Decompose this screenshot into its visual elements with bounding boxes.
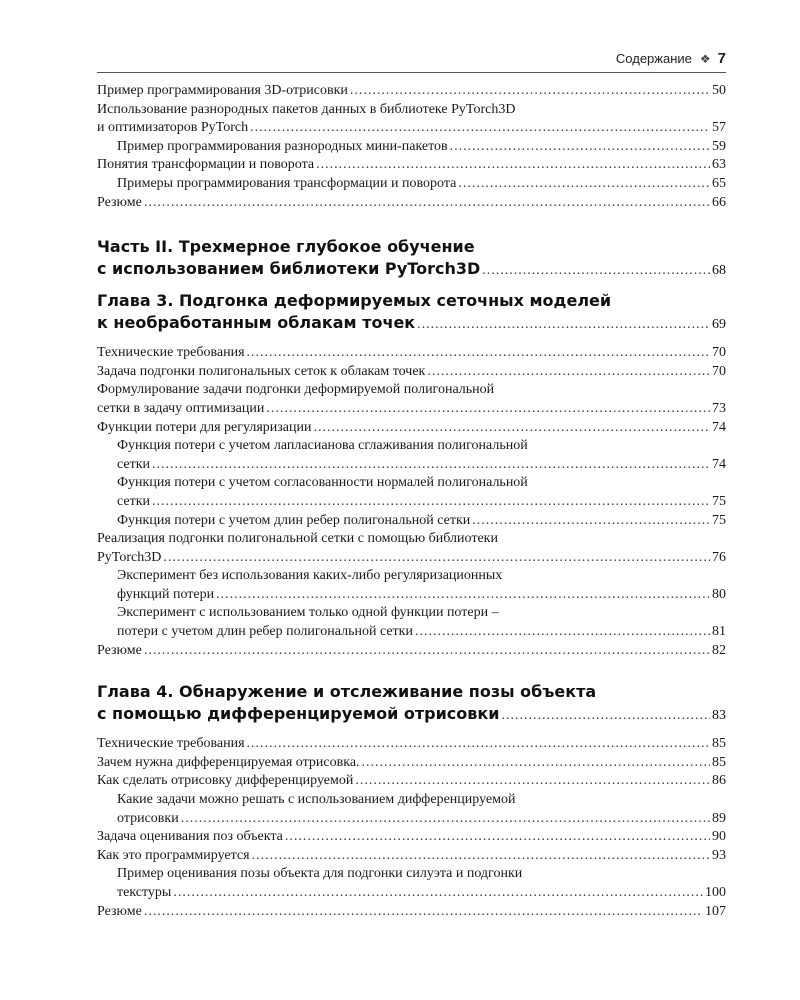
toc-page-number: 73: [712, 400, 726, 416]
toc-page-number: 75: [712, 512, 726, 528]
toc-entry[interactable]: Функции потери для регуляризации ..... 74: [97, 419, 726, 438]
toc-entry[interactable]: Технические требования ..... 70: [97, 344, 726, 363]
toc-entry[interactable]: Резюме ..... 82: [97, 642, 726, 661]
toc-entry[interactable]: Какие задачи можно решать с использованием дифференцируемой отрисовки ..... 89: [97, 791, 726, 828]
header-rule: [97, 72, 726, 73]
toc-page-number: 93: [712, 847, 726, 863]
toc-entry[interactable]: Понятия трансформации и поворота ..... 63: [97, 156, 726, 175]
toc-entry[interactable]: Реализация подгонки полигональной сетки с помощью библиотеки PyTorch3D ..... 76: [97, 530, 726, 567]
part-heading[interactable]: Часть II. Трехмерное глубокое обучение с использованием библиотеки PyTorch3D ..... 68: [97, 236, 726, 282]
toc-entry[interactable]: Резюме ..... 66: [97, 194, 726, 213]
toc-page-number: 85: [712, 736, 726, 752]
toc-entry[interactable]: Функция потери с учетом лапласианова сглаживания полигональной сетки ..... 74: [97, 437, 726, 474]
toc-page-number: 69: [712, 317, 726, 333]
toc-entry[interactable]: Пример программирования разнородных мини-пакетов ..... 59: [97, 138, 726, 157]
toc-page-number: 82: [712, 642, 726, 658]
toc-entry[interactable]: Технические требования ..... 85: [97, 735, 726, 754]
toc-page-number: 80: [712, 586, 726, 602]
toc-entry[interactable]: Функция потери с учетом длин ребер полигональной сетки ..... 75: [97, 512, 726, 531]
ornament-icon: ❖: [699, 52, 711, 66]
toc-entry[interactable]: Эксперимент без использования каких-либо регуляризационных функций потери ..... 80: [97, 567, 726, 604]
toc-page-number: 74: [712, 419, 726, 435]
toc-entry[interactable]: Использование разнородных пакетов данных в библиотеке PyTorch3D и оптимизаторов PyTorch ..... 57: [97, 101, 726, 138]
toc-entry[interactable]: Примеры программирования трансформации и поворота ..... 65: [97, 175, 726, 194]
toc-page-number: 81: [712, 624, 726, 640]
chapter-heading[interactable]: Глава 4. Обнаружение и отслеживание позы объекта с помощью дифференцируемой отрисовки ..... 83: [97, 681, 726, 727]
toc-page-number: 83: [712, 708, 726, 724]
toc-page-number: 57: [712, 120, 726, 136]
running-header: [97, 50, 726, 72]
toc-page-number: 70: [712, 345, 726, 361]
toc-entry[interactable]: Резюме ..... 107: [97, 903, 726, 922]
toc-entry[interactable]: Задача оценивания поз объекта ..... 90: [97, 828, 726, 847]
toc-entry[interactable]: Пример программирования 3D-отрисовки ..... 50: [97, 82, 726, 101]
toc-page-number: 107: [705, 903, 726, 919]
toc-entry[interactable]: Зачем нужна дифференцируемая отрисовка. ..... 85: [97, 754, 726, 773]
table-of-contents: [97, 82, 726, 921]
toc-page-number: 59: [712, 138, 726, 154]
toc-entry[interactable]: Как сделать отрисовку дифференцируемой ..... 86: [97, 772, 726, 791]
toc-page-number: 76: [712, 549, 726, 565]
toc-page-number: 74: [712, 456, 726, 472]
toc-page-number: 68: [712, 263, 726, 279]
toc-entry[interactable]: Функция потери с учетом согласованности нормалей полигональной сетки ..... 75: [97, 474, 726, 511]
toc-entry[interactable]: Формулирование задачи подгонки деформируемой полигональной сетки в задачу оптимизации ..... 73: [97, 381, 726, 418]
toc-entry[interactable]: Эксперимент с использованием только одной функции потери – потери с учетом длин ребер полигональной сетки ..... 81: [97, 604, 726, 641]
toc-entry[interactable]: Задача подгонки полигональных сеток к облакам точек ..... 70: [97, 363, 726, 382]
toc-entry[interactable]: Как это программируется ..... 93: [97, 847, 726, 866]
toc-page-number: 63: [712, 157, 726, 173]
toc-page-number: 85: [712, 754, 726, 770]
toc-entry[interactable]: Пример оценивания позы объекта для подгонки силуэта и подгонки текстуры ..... 100: [97, 865, 726, 902]
toc-page-number: 89: [712, 810, 726, 826]
toc-page-number: 90: [712, 829, 726, 845]
toc-page-number: 50: [712, 83, 726, 98]
toc-page-number: 66: [712, 194, 726, 210]
header-page-number: 7: [717, 50, 726, 67]
toc-page-number: 86: [712, 773, 726, 789]
header-title: Содержание: [615, 51, 692, 66]
toc-page-number: 100: [705, 885, 726, 900]
toc-page-number: 65: [712, 175, 726, 191]
toc-page-number: 70: [712, 363, 726, 379]
chapter-heading[interactable]: Глава 3. Подгонка деформируемых сеточных моделей к необработанным облакам точек ..... 69: [97, 290, 726, 336]
toc-page-number: 75: [712, 493, 726, 509]
